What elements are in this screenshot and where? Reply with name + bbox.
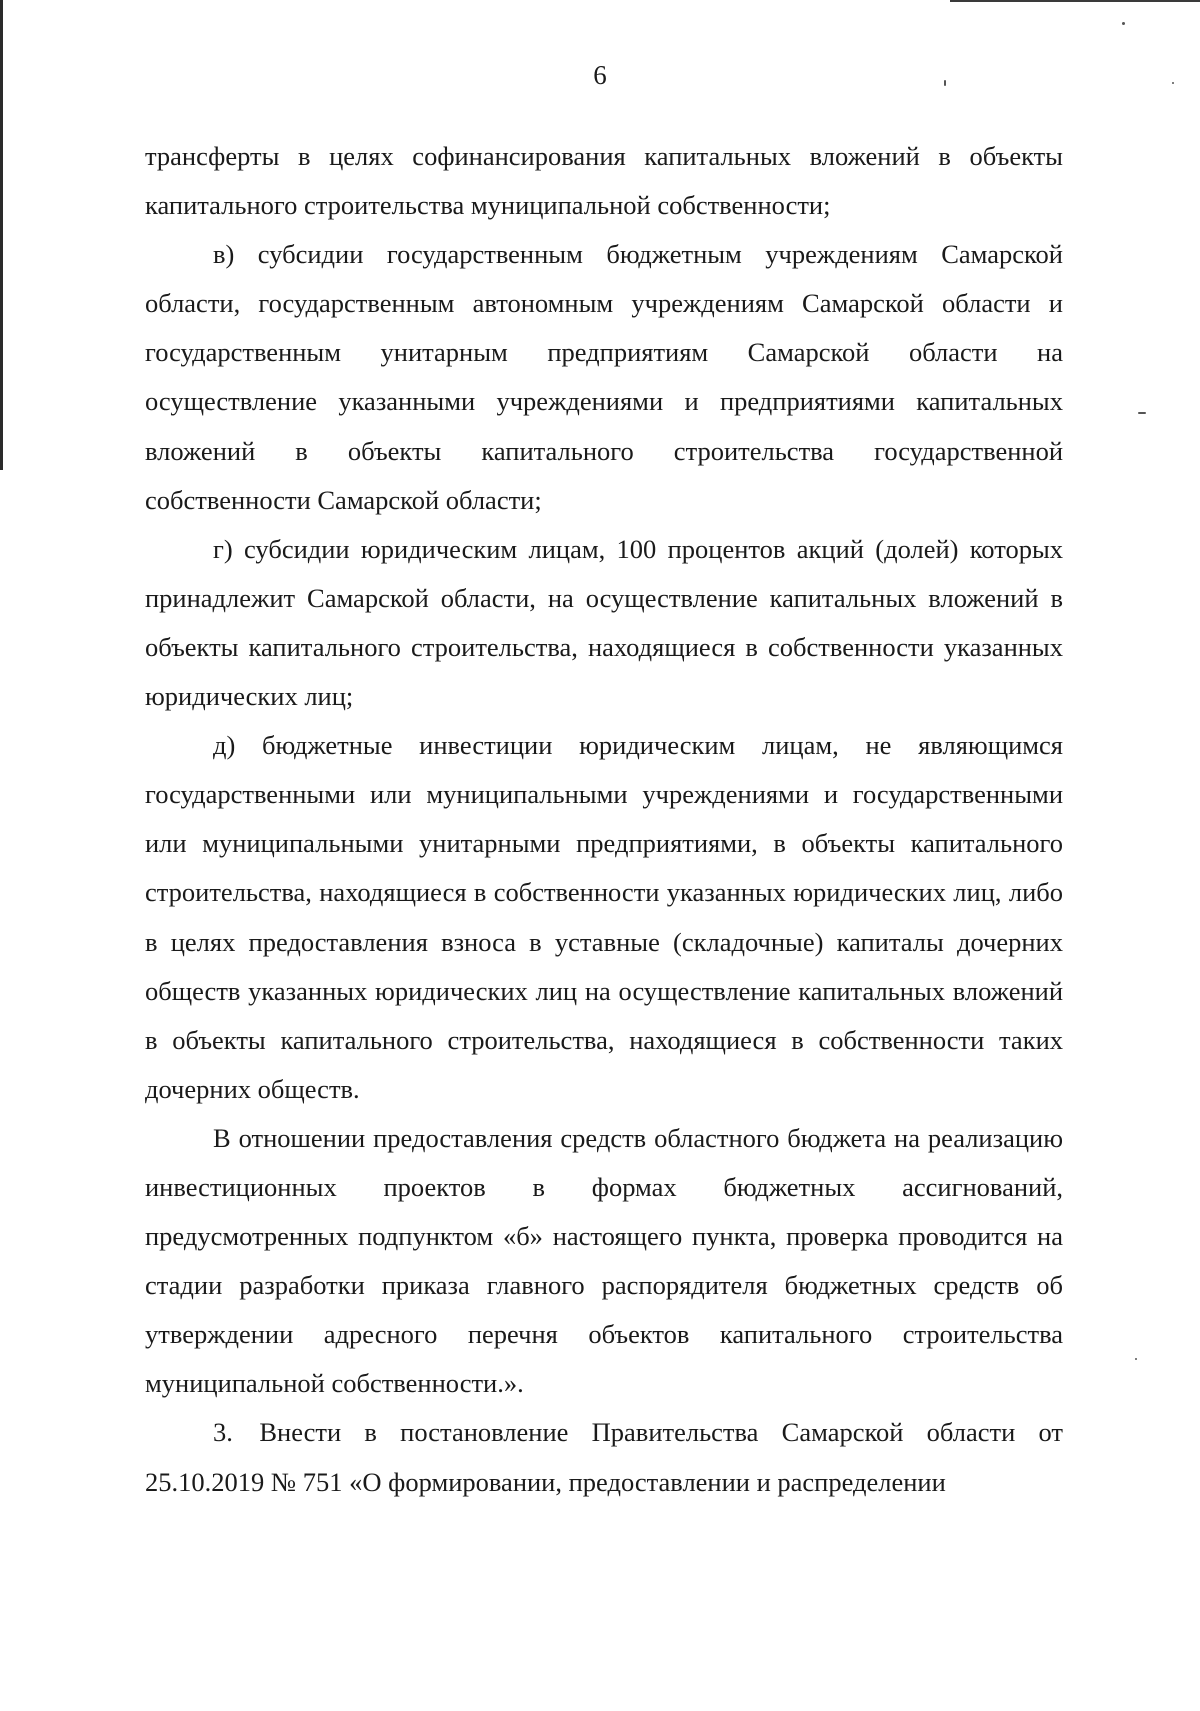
paragraph-item-d: д) бюджетные инвестиции юридическим лицам, не являющимся государственными или муниципальными учреждениями и государственными или муниципальными унитарными предприятиями, в объекты капитального строительства, находящиеся в собственности указанных юридических лиц, либо в целях предоставления взноса в уставные (складочные) капиталы дочерних обществ указанных юридических лиц на осуществление капитальных вложений в объекты капитального строительства, находящиеся в собственности таких дочерних обществ. — [145, 730, 1063, 1104]
paragraph-b-check: В отношении предоставления средств областного бюджета на реализацию инвестиционных проектов в формах бюджетных ассигнований, предусмотренных подпунктом «б» настоящего пункта, проверка проводится на стадии разработки приказа главного распорядителя бюджетных средств об утверждении адресного перечня объектов капитального строительства муниципальной собственности.». — [145, 1122, 1063, 1399]
paragraph-item-g: г) субсидии юридическим лицам, 100 процентов акций (долей) которых принадлежит Самарской области, на осуществление капитальных вложений в объекты капитального строительства, находящиеся в собственности указанных юридических лиц; — [145, 533, 1063, 712]
document-body — [145, 132, 1063, 1507]
page-number: 6 — [593, 60, 607, 90]
scan-edge-top — [950, 0, 1200, 2]
scan-speck — [1138, 412, 1146, 414]
paragraph-item-v: в) субсидии государственным бюджетным учреждениям Самарской области, государственным автономным учреждениям Самарской области и государственным унитарным предприятиям Самарской области на осуществление указанными учреждениями и предприятиями капитальных вложений в объекты капитального строительства государственной собственности Самарской области; — [145, 239, 1063, 515]
paragraph-point-3: 3. Внести в постановление Правительства Самарской области от 25.10.2019 № 751 «О формировании, предоставлении и распределении — [145, 1417, 1063, 1497]
scan-speck — [1135, 1358, 1137, 1360]
paragraph-continuation: трансферты в целях софинансирования капитальных вложений в объекты капитального строительства муниципальной собственности; — [145, 141, 1063, 221]
scan-speck — [1122, 22, 1125, 25]
